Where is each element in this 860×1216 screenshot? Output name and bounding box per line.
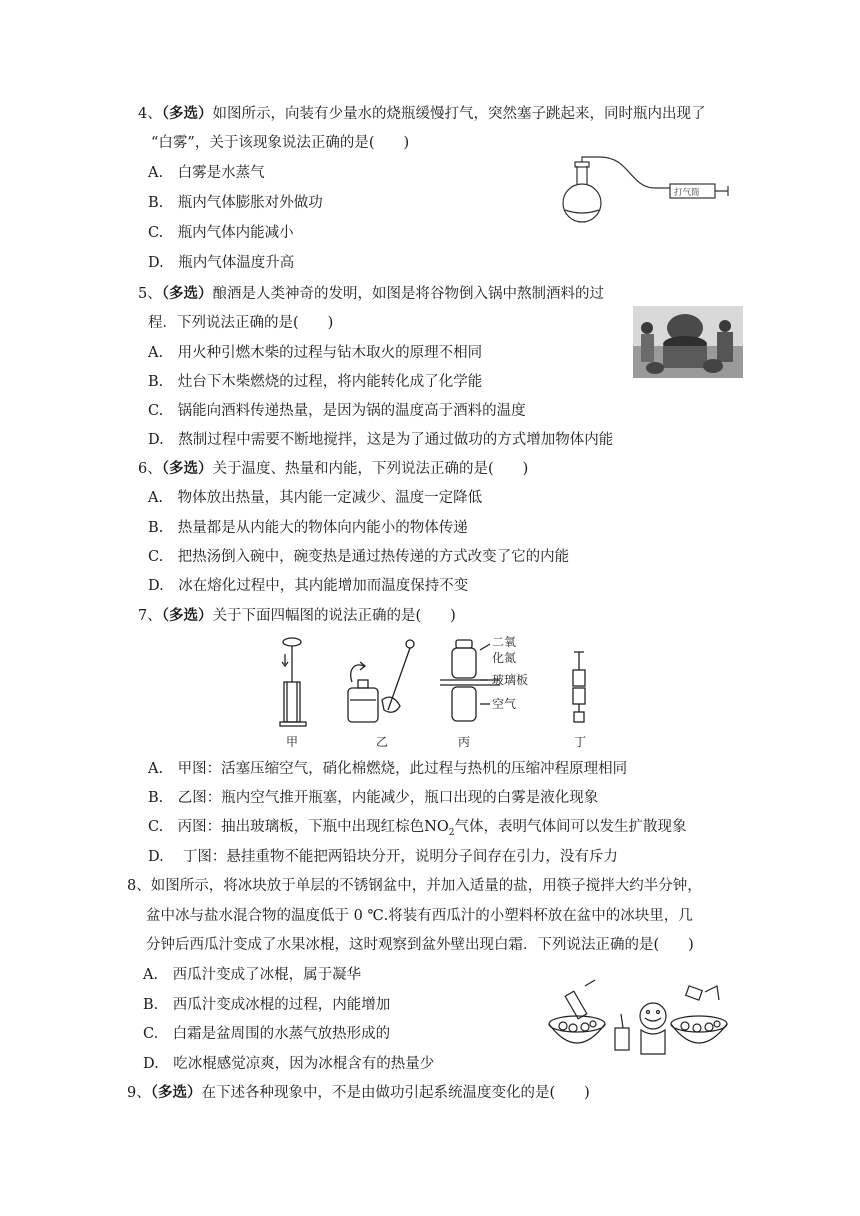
q4-option-a: A. 白雾是水蒸气 <box>148 165 265 181</box>
q4-stem-line2: “白雾”，关于该现象说法正确的是( ) <box>151 135 410 151</box>
q7-number: 7、 <box>138 608 162 624</box>
q8-option-a: A. 西瓜汁变成了冰棍，属于凝华 <box>143 967 362 983</box>
q6-option-d: D. 冰在熔化过程中，其内能增加而温度保持不变 <box>148 578 469 594</box>
q7-figure-bing <box>440 640 500 721</box>
q7-label-gas2: 化氮 <box>492 651 517 665</box>
q4-option-c: C. 瓶内气体内能减小 <box>148 225 294 241</box>
q7-option-c-pre: C. 丙图：抽出玻璃板，下瓶中出现红棕色 <box>148 819 425 835</box>
q5-brewing-picture <box>633 306 743 378</box>
q5-number: 5、 <box>138 286 162 302</box>
q7-figure-yi <box>348 640 414 722</box>
q6-number: 6、 <box>138 461 162 477</box>
q7-caption-ding: 丁 <box>574 735 587 749</box>
q7-label-gas1: 二氧 <box>492 635 517 649</box>
q5-option-c: C. 锅能向酒料传递热量，是因为锅的温度高于酒料的温度 <box>148 403 526 419</box>
q8-option-b: B. 西瓜汁变成冰棍的过程，内能增加 <box>143 997 391 1013</box>
q7-four-figures <box>270 630 600 752</box>
q5-option-a: A. 用火种引燃木柴的过程与钻木取火的原理不相同 <box>148 345 483 361</box>
q4-stem-line1 <box>138 104 705 124</box>
q5-stem-line1 <box>138 284 604 304</box>
q4-option-d: D. 瓶内气体温度升高 <box>148 255 295 271</box>
q4-flask-pump-figure <box>560 148 735 226</box>
q8-ice-bowl-cartoon <box>545 978 735 1062</box>
q4-number: 4、 <box>138 106 162 122</box>
q9-stem <box>127 1083 590 1103</box>
q5-stem-line2: 程．下列说法正确的是( ) <box>148 315 334 331</box>
q6-option-c: C. 把热汤倒入碗中，碗变热是通过热传递的方式改变了它的内能 <box>148 549 570 565</box>
q4-multi-tag: （多选） <box>161 105 213 122</box>
q8-stem-line3: 分钟后西瓜汁变成了水果冰棍，这时观察到盆外壁出现白霜．下列说法正确的是( ) <box>146 937 694 953</box>
q7-figure-jia <box>280 638 306 726</box>
q8-stem-line1 <box>127 876 702 896</box>
q7-option-c-sub: 2 <box>448 827 455 838</box>
q5-option-b: B. 灶台下木柴燃烧的过程，将内能转化成了化学能 <box>148 374 483 390</box>
q8-stem-line2: 盆中冰与盐水混合物的温度低于 0 ℃.将装有西瓜汁的小塑料杯放在盆中的冰块里，几 <box>146 908 693 924</box>
q7-label-air: 空气 <box>492 697 517 711</box>
q9-number: 9、 <box>127 1085 151 1101</box>
q4-text1: 如图所示，向装有少量水的烧瓶缓慢打气，突然塞子跳起来，同时瓶内出现了 <box>212 106 706 122</box>
q8-option-c: C. 白霜是盆周围的水蒸气放热形成的 <box>143 1026 391 1042</box>
q4-pump-label: 打气筒 <box>674 188 700 198</box>
q8-number: 8、 <box>127 878 151 894</box>
q7-multi-tag: （多选） <box>161 607 213 624</box>
q5-option-d: D. 熬制过程中需要不断地搅拌，这是为了通过做功的方式增加物体内能 <box>148 432 614 448</box>
q7-option-d: D. 丁图：悬挂重物不能把两铅块分开，说明分子间存在引力，没有斥力 <box>148 849 618 865</box>
q6-option-b: B. 热量都是从内能大的物体向内能小的物体传递 <box>148 520 468 536</box>
q7-option-c <box>148 817 687 843</box>
q9-multi-tag: （多选） <box>150 1084 202 1101</box>
q6-text1: 关于温度、热量和内能，下列说法正确的是( ) <box>212 461 529 477</box>
q7-option-a: A. 甲图：活塞压缩空气，硝化棉燃烧，此过程与热机的压缩冲程原理相同 <box>148 761 628 777</box>
q6-option-a: A. 物体放出热量，其内能一定减少、温度一定降低 <box>148 490 483 506</box>
q7-caption-yi: 乙 <box>376 735 389 749</box>
q9-text1: 在下述各种现象中，不是由做功引起系统温度变化的是( ) <box>201 1085 590 1101</box>
q7-figure-ding <box>573 652 585 722</box>
q7-text1: 关于下面四幅图的说法正确的是( ) <box>212 608 456 624</box>
q7-option-c-post: 气体，表明气体间可以发生扩散现象 <box>454 819 687 835</box>
q8-text1: 如图所示，将冰块放于单层的不锈钢盆中，并加入适量的盐，用筷子搅拌大约半分钟， <box>150 878 702 894</box>
q5-multi-tag: （多选） <box>161 285 213 302</box>
q6-stem <box>138 459 528 479</box>
q5-text1: 酿酒是人类神奇的发明，如图是将谷物倒入锅中熬制酒料的过 <box>212 286 604 302</box>
q7-label-glass: 玻璃板 <box>492 673 529 687</box>
q7-stem <box>138 606 456 626</box>
q7-caption-jia: 甲 <box>286 735 299 749</box>
q8-option-d: D. 吃冰棍感觉凉爽，因为冰棍含有的热量少 <box>143 1056 435 1072</box>
q6-multi-tag: （多选） <box>161 460 213 477</box>
q7-option-c-chem: NO <box>424 819 449 835</box>
q7-option-b: B. 乙图：瓶内空气推开瓶塞，内能减少，瓶口出现的白雾是液化现象 <box>148 790 599 806</box>
q7-caption-bing: 丙 <box>458 735 471 749</box>
q4-option-b: B. 瓶内气体膨胀对外做功 <box>148 195 323 211</box>
